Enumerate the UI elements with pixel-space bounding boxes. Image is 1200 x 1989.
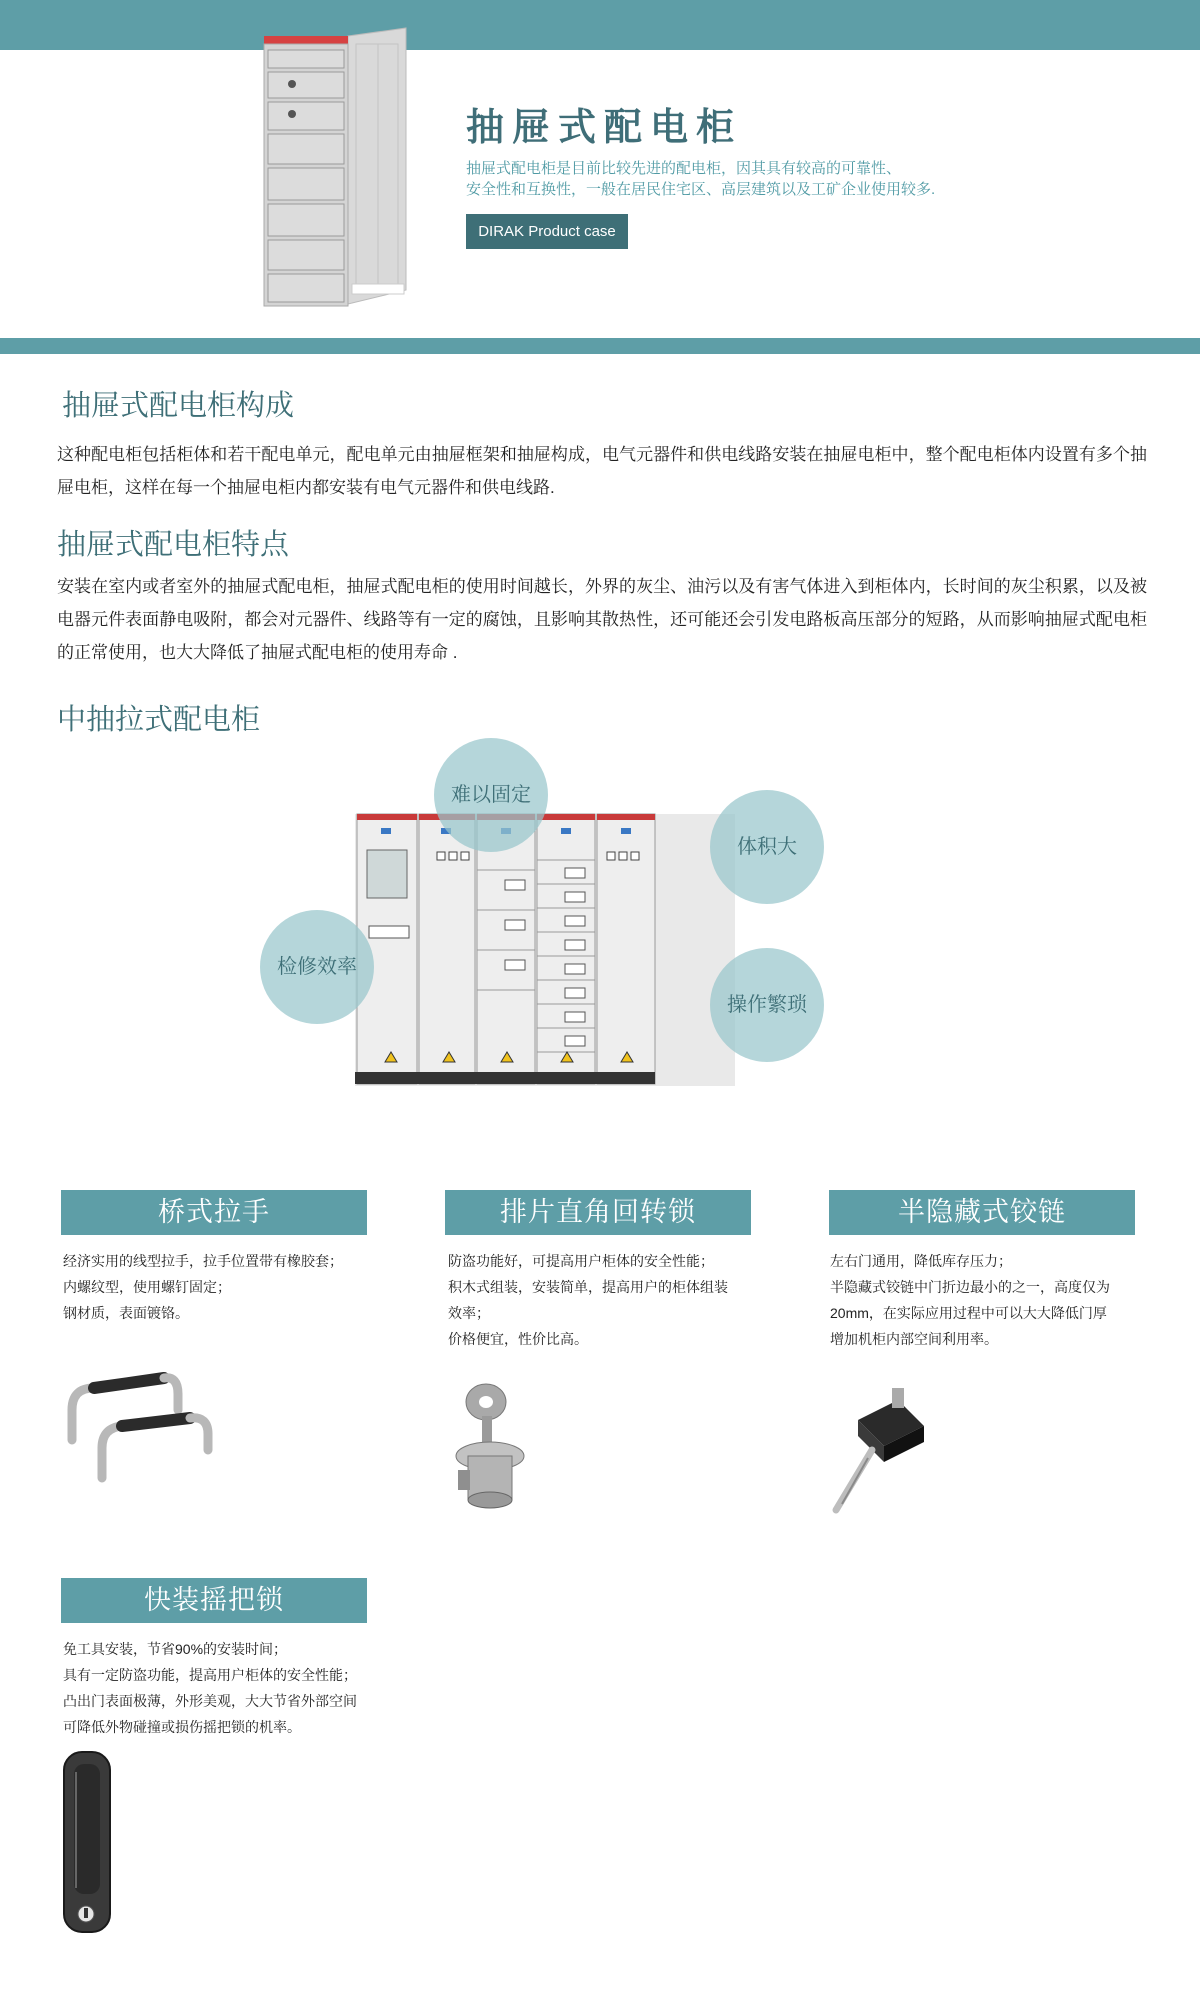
handle-lock-image <box>60 1748 120 1938</box>
feature-desc-line: 可降低外物碰撞或损伤摇把锁的机率。 <box>63 1719 301 1735</box>
bubble-hard-to-fix: 难以固定 <box>434 738 548 852</box>
feature-desc-line: 具有一定防盗功能，提高用户柜体的安全性能； <box>63 1667 357 1683</box>
feature-desc-bridge-handle <box>63 1248 381 1326</box>
feature-title-quick-handle-lock: 快装摇把锁 <box>61 1578 367 1623</box>
top-band <box>0 0 1200 50</box>
bubble-cumbersome-operation: 操作繁琐 <box>710 948 824 1062</box>
feature-desc-line: 免工具安装，节省90%的安装时间； <box>63 1641 288 1657</box>
hero-description <box>466 158 1026 200</box>
feature-desc-line: 价格便宜，性价比高。 <box>448 1331 588 1347</box>
section-title-composition: 抽屉式配电柜构成 <box>62 390 295 422</box>
feature-title-cam-lock: 排片直角回转锁 <box>445 1190 751 1235</box>
product-case-button[interactable]: DIRAK Product case <box>466 214 628 249</box>
feature-desc-line: 防盗功能好，可提高用户柜体的安全性能； <box>448 1253 714 1269</box>
feature-desc-quick-handle-lock <box>63 1636 381 1740</box>
feature-title-bridge-handle: 桥式拉手 <box>61 1190 367 1235</box>
feature-desc-line: 积木式组装，安装简单，提高用户的柜体组装 <box>448 1279 728 1295</box>
cabinet-row-image <box>355 810 735 1090</box>
section-body-composition: 这种配电柜包括柜体和若干配电单元，配电单元由抽屉框架和抽屉构成，电气元器件和供电线路安装在抽屉电柜中，整个配电柜体内设置有多个抽屉电柜，这样在每一个抽屉电柜内都安装有电气元器件和供电线路. <box>57 445 1147 497</box>
hero-cabinet-image <box>256 14 416 314</box>
feature-desc-line: 效率； <box>448 1305 490 1321</box>
hero-title: 抽屉式配电柜 <box>466 107 743 149</box>
cam-lock-image <box>446 1380 546 1520</box>
feature-desc-line: 钢材质，表面镀铬。 <box>63 1305 189 1321</box>
feature-desc-line: 增加机柜内部空间利用率。 <box>830 1331 998 1347</box>
feature-desc-cam-lock <box>448 1248 766 1352</box>
hero-description-line: 抽屉式配电柜是目前比较先进的配电柜，因其具有较高的可靠性、 <box>466 160 902 177</box>
section-title-features: 抽屉式配电柜特点 <box>57 529 290 561</box>
feature-desc-line: 半隐藏式铰链中门折边最小的之一，高度仅为 <box>830 1279 1110 1295</box>
hero-description-line: 安全性和互换性，一般在居民住宅区、高层建筑以及工矿企业使用较多. <box>466 181 936 198</box>
hero-bottom-band <box>0 338 1200 354</box>
bridge-handle-image <box>60 1370 230 1490</box>
bubble-bulky: 体积大 <box>710 790 824 904</box>
bubble-maintenance-efficiency: 检修效率 <box>260 910 374 1024</box>
feature-desc-line: 经济实用的线型拉手，拉手位置带有橡胶套； <box>63 1253 343 1269</box>
feature-desc-semi-hidden-hinge <box>830 1248 1148 1352</box>
hinge-image <box>828 1380 948 1520</box>
feature-title-semi-hidden-hinge: 半隐藏式铰链 <box>829 1190 1135 1235</box>
feature-desc-line: 左右门通用，降低库存压力； <box>830 1253 1012 1269</box>
feature-desc-line: 凸出门表面极薄，外形美观，大大节省外部空间 <box>63 1693 357 1709</box>
feature-desc-line: 内螺纹型，使用螺钉固定； <box>63 1279 231 1295</box>
section-title-drawer-cabinet: 中抽拉式配电柜 <box>57 704 261 736</box>
section-body-features: 安装在室内或者室外的抽屉式配电柜，抽屉式配电柜的使用时间越长，外界的灰尘、油污以及有害气体进入到柜体内，长时间的灰尘积累，以及被电器元件表面静电吸附，都会对元器件、线路等有一定的腐蚀，且影响其散热性，还可能还会引发电路板高压部分的短路，从而影响抽屉式配电柜的正常使用，也大大降低了抽屉式配电柜的使用寿命 . <box>57 577 1147 662</box>
feature-desc-line: 20mm，在实际应用过程中可以大大降低门厚 <box>830 1305 1107 1321</box>
